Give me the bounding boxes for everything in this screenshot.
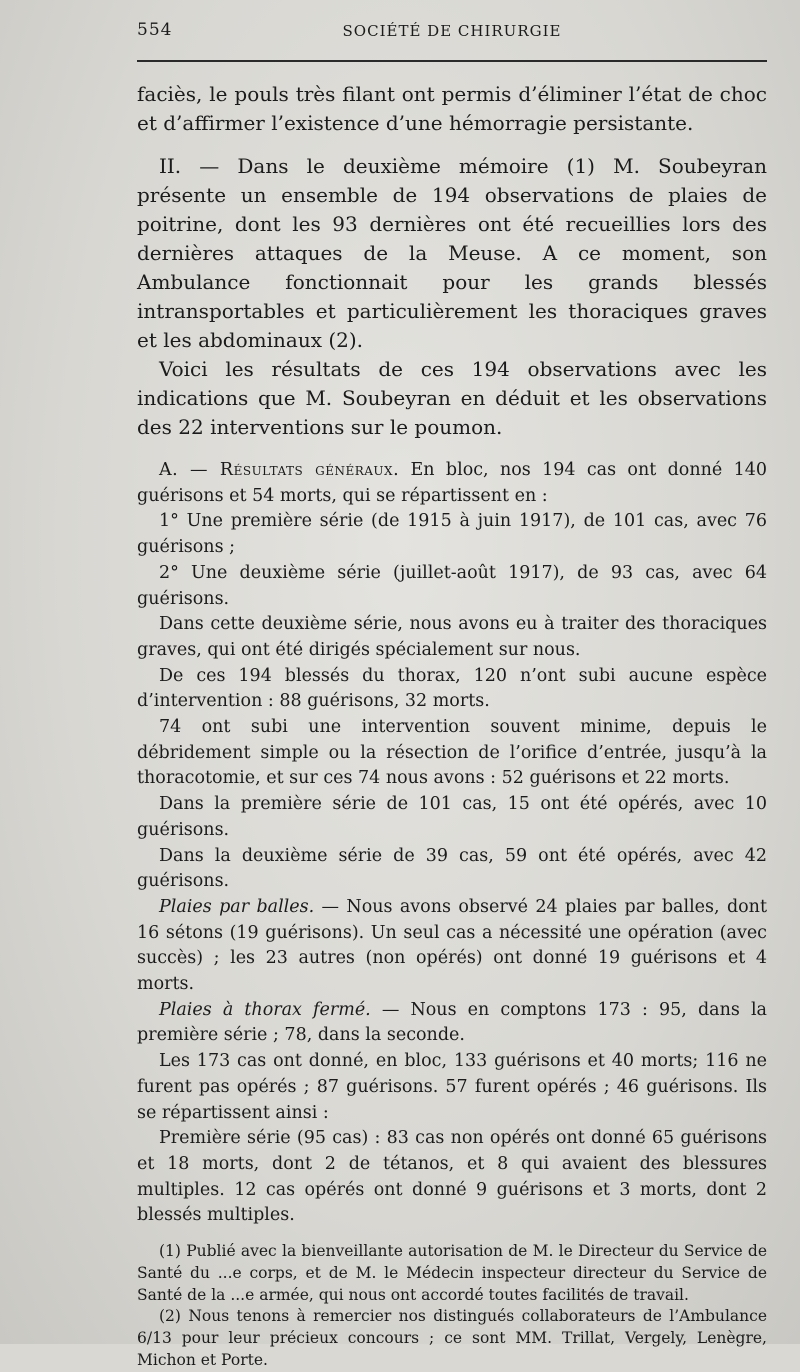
paragraph: Première série (95 cas) : 83 cas non opérés ont donné 65 guérisons et 18 morts, dont 2 de tétanos, et 8 qui avaient des blessures multiples. 12 cas opérés ont donné 9 guérisons et 3 morts, dont 2 blessés multiples.: [137, 1128, 767, 1226]
paragraph: 74 ont subi une intervention souvent minime, depuis le débridement simple ou la résection de l’orifice d’entrée, jusqu’à la thoracotomie, et sur ces 74 nous avons : 52 guérisons et 22 morts.: [137, 717, 767, 789]
paragraph-text: — Nous en comptons 173 : 95, dans la première série ; 78, dans la seconde.: [137, 999, 767, 1046]
paragraph-text: — Nous avons observé 24 plaies par balles, dont 16 sétons (19 guérisons). Un seul cas a nécessité une opération (avec succès) ; les 23 autres (non opérés) ont donné 19 guérisons et 4 morts.: [137, 896, 767, 995]
list-item: 1° Une première série (de 1915 à juin 1917), de 101 cas, avec 76 guérisons ;: [137, 511, 767, 558]
paragraph: Dans cette deuxième série, nous avons eu à traiter des thoraciques graves, qui ont été dirigés spécialement sur nous.: [137, 614, 767, 660]
page-body: [137, 80, 767, 1372]
footnote-1: (1) Publié avec la bienveillante autorisation de M. le Directeur du Service de Santé du ...e corps, et de M. le Médecin inspecteur directeur du Service de Santé de la ...e armée, qui nous ont accordé toutes facilités de travail.: [137, 1242, 767, 1304]
paragraph: Dans la première série de 101 cas, 15 ont été opérés, avec 10 guérisons.: [137, 794, 767, 840]
subheading: Plaies par balles.: [159, 896, 315, 917]
paragraph-second-memoir: II. — Dans le deuxième mémoire (1) M. Soubeyran présente un ensemble de 194 observations de plaies de poitrine, dont les 93 dernières ont été recueillies lors des dernières attaques de la Meuse. A ce moment, son Ambulance fonctionnait pour les grands blessés intransportables et particulièrement les thoraciques graves et les abdominaux (2).: [137, 154, 767, 352]
paragraph: Les 173 cas ont donné, en bloc, 133 guérisons et 40 morts; 116 ne furent pas opérés ; 87 guérisons. 57 furent opérés ; 46 guérisons. Ils se répartissent ainsi :: [137, 1051, 767, 1123]
paragraph: Dans la deuxième série de 39 cas, 59 ont été opérés, avec 42 guérisons.: [137, 845, 767, 892]
paragraph-continuation: faciès, le pouls très filant ont permis d’éliminer l’état de choc et d’affirmer l’existence d’une hémorragie persistante.: [137, 82, 767, 135]
paragraph-text: En bloc, nos 194 cas ont donné 140 guérisons et 54 morts, qui se répartissent en :: [137, 460, 767, 506]
paragraph-closed-thorax: [137, 998, 767, 1049]
running-title: SOCIÉTÉ DE CHIRURGIE: [342, 22, 562, 40]
page-number: 554: [137, 20, 173, 40]
list-item: 2° Une deuxième série (juillet-août 1917), de 93 cas, avec 64 guérisons.: [137, 562, 767, 609]
paragraph-bullet-wounds: [137, 895, 767, 998]
paragraph-general-results: [137, 458, 767, 509]
footnote-2: (2) Nous tenons à remercier nos distingués collaborateurs de l’Ambulance 6/13 pour leur précieux concours ; ce sont MM. Trillat, Vergely, Lenègre, Michon et Porte.: [137, 1307, 767, 1370]
paragraph: De ces 194 blessés du thorax, 120 n’ont subi aucune espèce d’intervention : 88 guérisons, 32 morts.: [137, 665, 767, 712]
subheading: Plaies à thorax fermé.: [159, 999, 371, 1020]
paragraph-results-intro: Voici les résultats de ces 194 observations avec les indications que M. Soubeyran en déduit et les observations des 22 interventions sur le poumon.: [137, 357, 767, 439]
header-rule: [137, 60, 767, 62]
section-heading: A. — Résultats généraux.: [159, 460, 400, 480]
page-header: [137, 20, 767, 46]
